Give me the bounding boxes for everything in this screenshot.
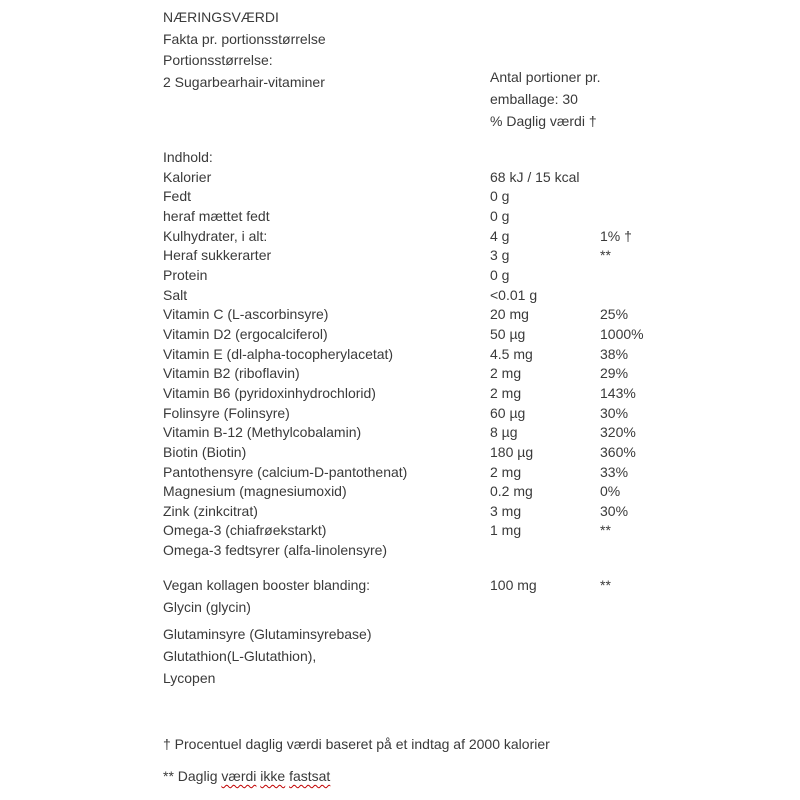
row-pct: 33% — [600, 463, 629, 480]
row-value: 50 µg — [490, 325, 526, 342]
row-value: 60 µg — [490, 404, 526, 421]
row-pct: 29% — [600, 365, 629, 382]
row-label: Protein — [163, 266, 208, 283]
row-pct: 25% — [600, 306, 629, 323]
table-row — [163, 168, 743, 188]
row-label: heraf mættet fedt — [163, 207, 270, 224]
row-label: Vegan kollagen booster blanding: — [163, 577, 371, 593]
row-label: Folinsyre (Folinsyre) — [163, 404, 290, 421]
row-value: 0 g — [490, 188, 510, 205]
row-label: Vitamin E (dl-alpha-tocopherylacetat) — [163, 345, 394, 362]
row-label: Vitamin B6 (pyridoxinhydrochlorid) — [163, 384, 376, 401]
table-row — [163, 443, 743, 463]
row-value: 180 µg — [490, 443, 534, 460]
row-label: Heraf sukkerarter — [163, 247, 272, 264]
row-pct: 360% — [600, 443, 636, 460]
row-value: 20 mg — [490, 306, 529, 323]
row-pct — [600, 266, 743, 286]
table-row — [163, 597, 743, 619]
row-label: Omega-3 (chiafrøekstarkt) — [163, 522, 327, 539]
row-pct — [600, 168, 743, 188]
row-pct: ** — [600, 247, 611, 264]
row-value: <0.01 g — [490, 286, 538, 303]
daily-value-footnote: † Procentuel daglig værdi baseret på et indtag af 2000 kalorier — [163, 736, 550, 752]
not-established-footnote — [163, 768, 330, 784]
row-pct — [600, 597, 743, 619]
table-row — [163, 286, 743, 306]
daily-value-column-header: % Daglig værdi † — [490, 112, 597, 129]
serving-size-label: Portionsstørrelse: — [163, 52, 273, 69]
row-label: Vitamin D2 (ergocalciferol) — [163, 325, 328, 342]
row-pct: 1000% — [600, 325, 644, 342]
table-row — [163, 575, 743, 597]
servings-per-pack-line2: emballage: 30 — [490, 90, 578, 107]
table-row — [163, 325, 743, 345]
row-label: Indhold: — [163, 149, 213, 165]
row-value — [490, 541, 600, 561]
row-pct: 30% — [600, 502, 629, 519]
row-pct: 38% — [600, 345, 629, 362]
row-value: 8 µg — [490, 424, 518, 441]
table-row — [163, 463, 743, 483]
row-value: 2 mg — [490, 384, 522, 401]
row-label: Salt — [163, 286, 188, 303]
row-value: 68 kJ / 15 kcal — [490, 168, 580, 185]
header-right — [490, 67, 601, 132]
text-line: Lycopen — [163, 669, 216, 686]
nutrition-table — [163, 148, 743, 561]
servings-per-pack-line1: Antal portioner pr. — [490, 69, 601, 85]
row-label: Zink (zinkcitrat) — [163, 502, 258, 519]
table-row — [163, 384, 743, 404]
row-pct — [600, 207, 743, 227]
misspelled-word: værdi — [221, 768, 257, 784]
row-value: 0 g — [490, 207, 510, 224]
row-value: 0.2 mg — [490, 483, 533, 500]
table-row — [163, 502, 743, 522]
table-row — [163, 207, 743, 227]
table-row — [163, 266, 743, 286]
table-row — [163, 187, 743, 207]
doc-title: NÆRINGSVÆRDI — [163, 9, 279, 25]
row-label: Biotin (Biotin) — [163, 443, 247, 460]
extra-ingredient-lines — [163, 624, 372, 689]
row-label: Pantothensyre (calcium-D-pantothenat) — [163, 463, 408, 480]
row-label: Omega-3 fedtsyrer (alfa-linolensyre) — [163, 542, 388, 559]
row-value — [490, 597, 600, 619]
misspelled-word: ikke — [260, 768, 286, 784]
row-label: Kulhydrater, i alt: — [163, 227, 268, 244]
table-row — [163, 521, 743, 541]
row-pct — [600, 541, 743, 561]
row-pct — [600, 148, 743, 168]
row-pct: ** — [600, 577, 611, 593]
row-value: 3 mg — [490, 502, 522, 519]
serving-size-value: 2 Sugarbearhair-vitaminer — [163, 73, 325, 90]
row-pct: 30% — [600, 404, 629, 421]
row-label: Vitamin C (L-ascorbinsyre) — [163, 306, 329, 323]
row-pct: 1% † — [600, 227, 632, 244]
row-value: 3 g — [490, 247, 510, 264]
row-label: Vitamin B-12 (Methylcobalamin) — [163, 424, 362, 441]
collagen-booster-table — [163, 575, 743, 618]
text-line: Glutathion(L-Glutathion), — [163, 647, 317, 664]
row-pct: 143% — [600, 384, 636, 401]
row-pct: ** — [600, 522, 611, 539]
row-value: 100 mg — [490, 577, 537, 593]
row-label: Fedt — [163, 188, 192, 205]
table-row — [163, 305, 743, 325]
table-row — [163, 482, 743, 502]
row-label: Kalorier — [163, 168, 212, 185]
text-line: Glutaminsyre (Glutaminsyrebase) — [163, 626, 372, 642]
table-row — [163, 423, 743, 443]
row-value — [490, 148, 600, 168]
facts-per-serving-line: Fakta pr. portionsstørrelse — [163, 30, 326, 47]
misspelled-word: fastsat — [289, 768, 331, 784]
row-value: 4 g — [490, 227, 510, 244]
row-value: 2 mg — [490, 463, 522, 480]
row-label: Magnesium (magnesiumoxid) — [163, 483, 347, 500]
row-value: 2 mg — [490, 365, 522, 382]
table-row — [163, 246, 743, 266]
table-row — [163, 404, 743, 424]
spellchecked-phrase — [221, 768, 330, 784]
table-row — [163, 148, 743, 168]
row-pct — [600, 286, 743, 306]
table-row — [163, 227, 743, 247]
table-row — [163, 541, 743, 561]
header-left — [163, 7, 326, 93]
row-pct — [600, 187, 743, 207]
table-row — [163, 345, 743, 365]
row-value: 4.5 mg — [490, 345, 533, 362]
row-pct: 0% — [600, 483, 621, 500]
row-value: 1 mg — [490, 522, 522, 539]
footnote-prefix: ** Daglig — [163, 768, 222, 784]
row-pct: 320% — [600, 424, 636, 441]
table-row — [163, 364, 743, 384]
row-label: Glycin (glycin) — [163, 598, 251, 615]
row-label: Vitamin B2 (riboflavin) — [163, 365, 300, 382]
row-value: 0 g — [490, 266, 510, 283]
